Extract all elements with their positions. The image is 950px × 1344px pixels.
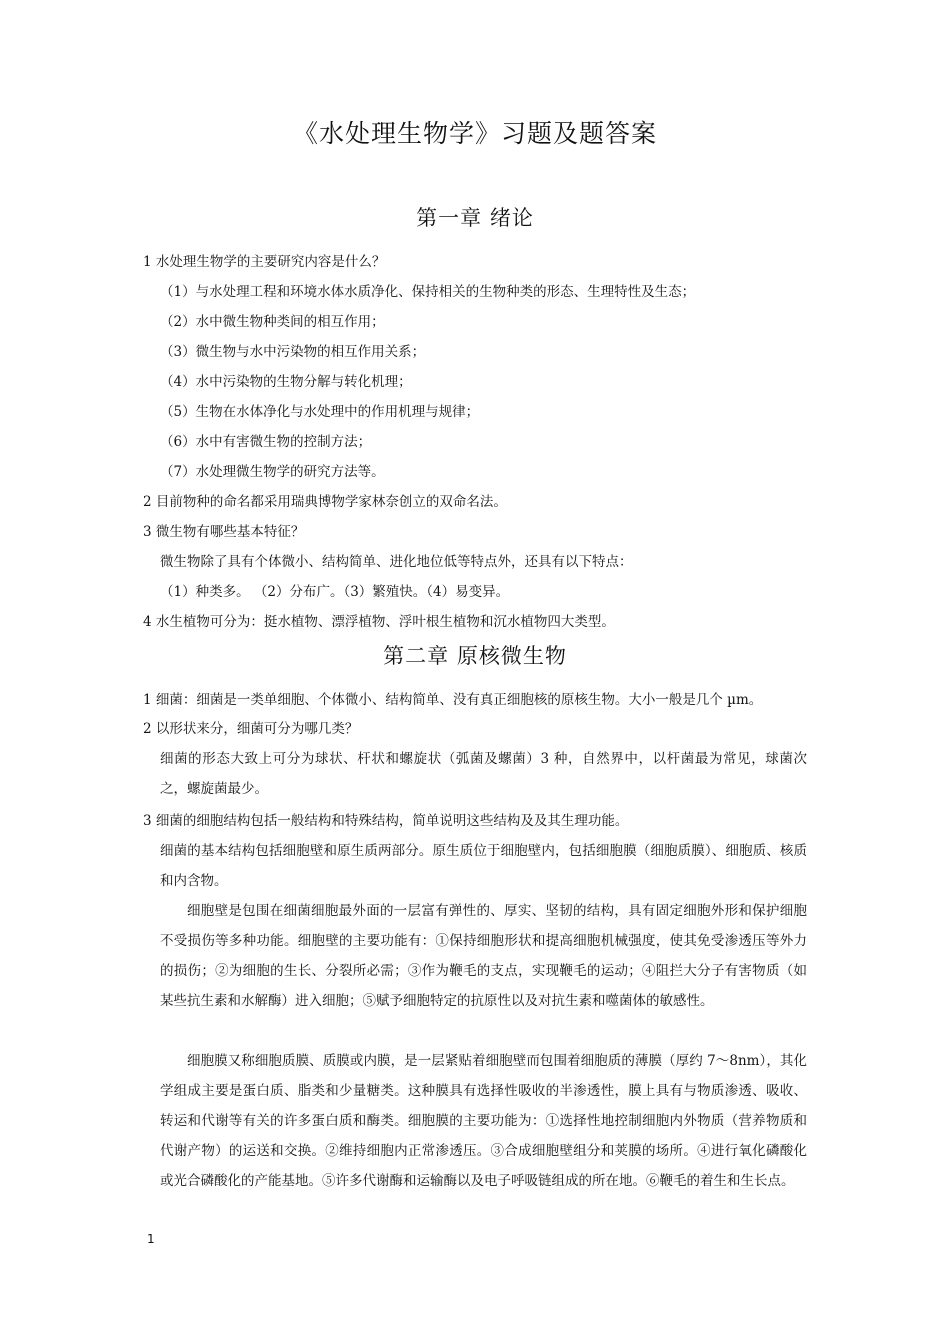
document-title: 《水处理生物学》习题及题答案	[292, 119, 657, 148]
ch1-q3-points: （1）种类多。 （2）分布广。（3）繁殖快。（4）易变异。	[160, 584, 510, 600]
ch1-q1-item-6: （6）水中有害微生物的控制方法；	[160, 434, 372, 450]
ch2-question-2: 2 以形状来分，细菌可分为哪几类？	[143, 721, 359, 737]
ch1-q1-item-5: （5）生物在水体净化与水处理中的作用机理与规律；	[160, 404, 480, 420]
ch1-question-4: 4 水生植物可分为：挺水植物、漂浮植物、浮叶根生植物和沉水植物四大类型。	[143, 614, 615, 630]
ch1-q1-item-3: （3）微生物与水中污染物的相互作用关系；	[160, 344, 426, 360]
ch1-q1-item-2: （2）水中微生物种类间的相互作用；	[160, 314, 385, 330]
ch2-cell-wall-paragraph: 细胞壁是包围在细菌细胞最外面的一层富有弹性的、厚实、坚韧的结构，具有固定细胞外形和保护细胞不受损伤等多种功能。细胞壁的主要功能有：①保持细胞形状和提高细胞机械强度，使其免受渗透压等外力的损伤；②为细胞的生长、分裂所必需；③作为鞭毛的支点，实现鞭毛的运动；④阻拦大分子有害物质（如某些抗生素和水解酶）进入细胞；⑤赋予细胞特定的抗原性以及对抗生素和噬菌体的敏感性。	[160, 903, 807, 1009]
ch1-question-3: 3 微生物有哪些基本特征？	[143, 524, 305, 540]
ch1-question-1: 1 水处理生物学的主要研究内容是什么？	[143, 254, 386, 270]
chapter-2-title: 第二章 原核微生物	[383, 644, 567, 668]
ch1-q3-answer: 微生物除了具有个体微小、结构简单、进化地位低等特点外，还具有以下特点：	[160, 554, 633, 570]
ch2-question-1: 1 细菌：细菌是一类单细胞、个体微小、结构简单、没有真正细胞核的原核生物。大小一般是几个 µm。	[143, 692, 763, 708]
ch1-q1-item-1: （1）与水处理工程和环境水体水质净化、保持相关的生物种类的形态、生理特性及生态；	[160, 284, 696, 300]
ch2-q3-answer: 细菌的基本结构包括细胞壁和原生质两部分。原生质位于细胞壁内，包括细胞膜（细胞质膜）、细胞质、核质和内含物。	[160, 843, 807, 889]
ch2-q2-answer: 细菌的形态大致上可分为球状、杆状和螺旋状（弧菌及螺菌）3 种，自然界中，以杆菌最为常见，球菌次之，螺旋菌最少。	[160, 751, 807, 797]
chapter-1-title: 第一章 绪论	[416, 206, 534, 230]
page-number: 1	[147, 1232, 155, 1246]
ch1-q1-item-4: （4）水中污染物的生物分解与转化机理；	[160, 374, 412, 390]
ch1-question-2: 2 目前物种的命名都采用瑞典博物学家林奈创立的双命名法。	[143, 494, 507, 510]
ch1-q1-item-7: （7）水处理微生物学的研究方法等。	[160, 464, 385, 480]
ch2-question-3: 3 细菌的细胞结构包括一般结构和特殊结构，简单说明这些结构及及其生理功能。	[143, 813, 629, 829]
ch2-cell-membrane-paragraph: 细胞膜又称细胞质膜、质膜或内膜，是一层紧贴着细胞壁而包围着细胞质的薄膜（厚约 7～8nm），其化学组成主要是蛋白质、脂类和少量糖类。这种膜具有选择性吸收的半渗透性，膜上具有与物质渗透、吸收、转运和代谢等有关的许多蛋白质和酶类。细胞膜的主要功能为：①选择性地控制细胞内外物质（营养物质和代谢产物）的运送和交换。②维持细胞内正常渗透压。③合成细胞壁组分和荚膜的场所。④进行氧化磷酸化或光合磷酸化的产能基地。⑤许多代谢酶和运输酶以及电子呼吸链组成的所在地。⑥鞭毛的着生和生长点。	[160, 1053, 807, 1189]
